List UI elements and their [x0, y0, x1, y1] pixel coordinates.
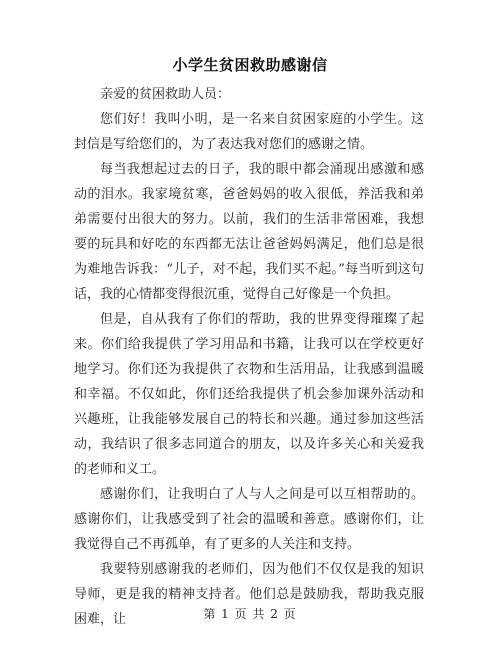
page-number: 第 1 页 共 2 页	[203, 607, 297, 621]
document-title: 小学生贫困救助感谢信	[172, 56, 328, 74]
paragraph-thanks: 感谢你们，让我明白了人与人之间是可以互相帮助的。感谢你们，让我感受到了社会的温暖和善意。感谢你们，让我觉得自己不再孤单，有了更多的人关注和支持。	[74, 487, 424, 552]
paragraph-greeting: 您们好！我叫小明，是一名来自贫困家庭的小学生。这封信是写给您们的，为了表达我对您们的感谢之情。	[74, 112, 424, 152]
salutation: 亲爱的贫困救助人员：	[100, 87, 231, 102]
paragraph-past: 每当我想起过去的日子，我的眼中都会涌现出感激和感动的泪水。我家境贫寒，爸爸妈妈的收入很低，养活我和弟弟需要付出很大的努力。以前，我们的生活非常困难，我想要的玩具和好吃的东西都无法让爸爸妈妈满足，他们总是很为难地告诉我：“儿子，对不起，我们买不起。”每当听到这句话，我的心情都变得很沉重，觉得自己好像是一个负担。	[74, 162, 424, 302]
letter-body	[74, 82, 424, 632]
paragraph-teachers: 我要特别感谢我的老师们，因为他们不仅仅是我的知识导师，更是我的精神支持者。他们总是鼓励我，帮助我克服困难，让	[74, 562, 424, 627]
paragraph-help: 但是，自从我有了你们的帮助，我的世界变得璀璨了起来。你们给我提供了学习用品和书籍，让我可以在学校更好地学习。你们还为我提供了衣物和生活用品，让我感到温暖和幸福。不仅如此，你们还给我提供了机会参加课外活动和兴趣班，让我能够发展自己的特长和兴趣。通过参加这些活动，我结识了很多志同道合的朋友，以及许多关心和关爱我的老师和义工。	[74, 312, 424, 477]
